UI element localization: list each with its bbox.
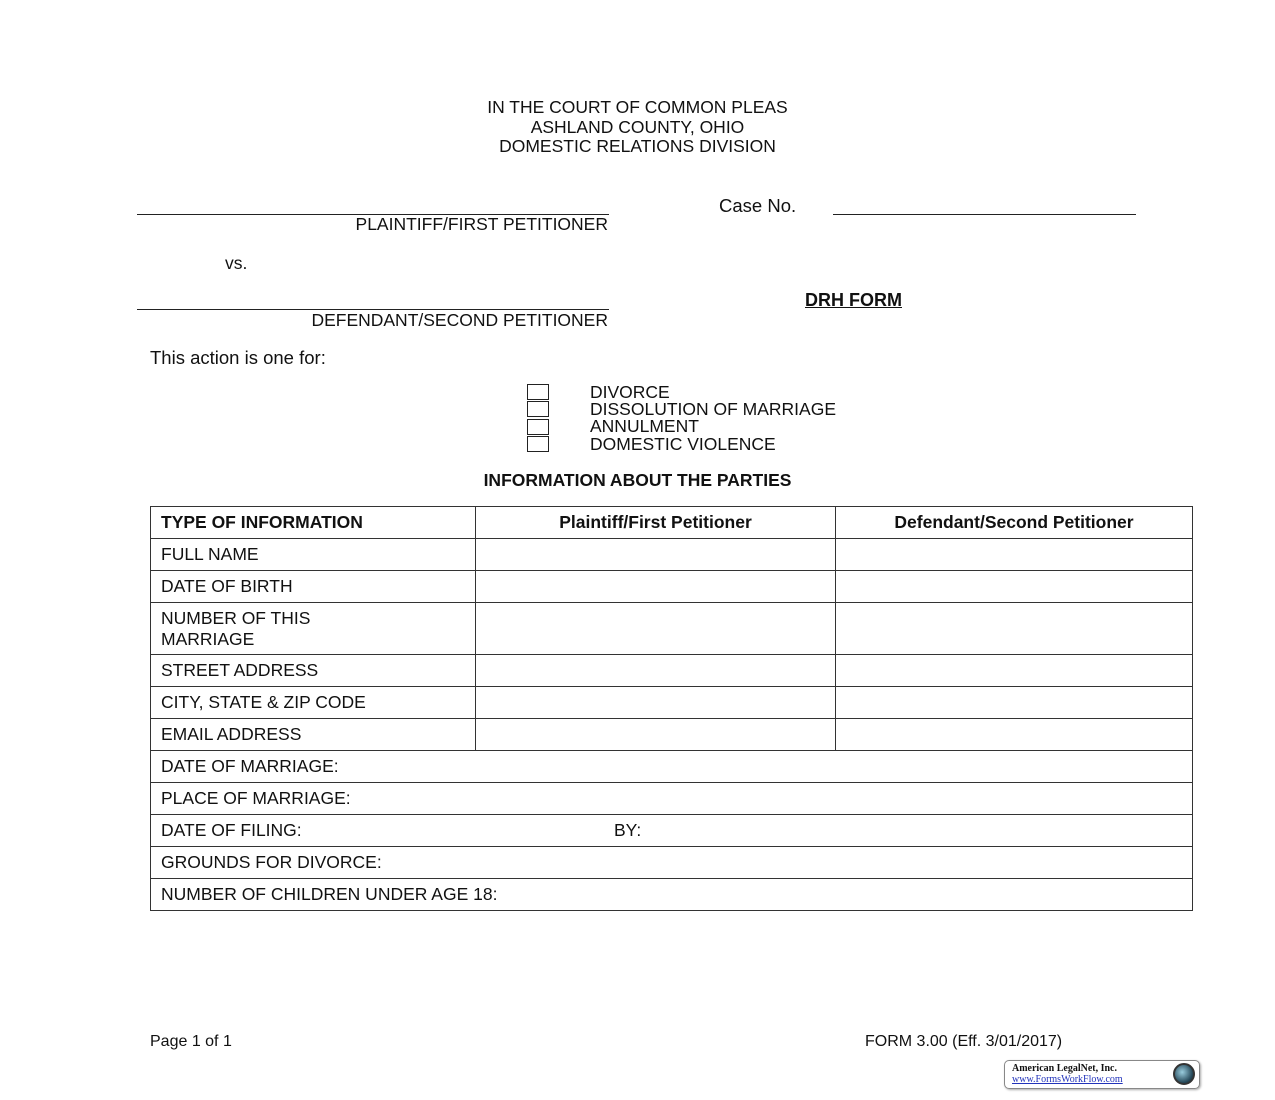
defendant-cell[interactable] [836,571,1193,603]
checkbox-annulment[interactable] [527,419,549,435]
table-row [151,571,1193,603]
form-title: DRH FORM [805,290,902,310]
option-domestic-violence: DOMESTIC VIOLENCE [590,434,776,454]
table-row [151,655,1193,687]
filing-by-label: BY: [614,820,642,840]
row-label: FULL NAME [151,539,476,571]
option-divorce: DIVORCE [590,382,670,402]
header-plaintiff: Plaintiff/First Petitioner [476,507,836,539]
plaintiff-cell[interactable] [476,655,836,687]
logo-url[interactable]: www.FormsWorkFlow.com [1012,1074,1123,1085]
header-defendant: Defendant/Second Petitioner [836,507,1193,539]
checkbox-divorce[interactable] [527,384,549,400]
place-of-marriage-field[interactable]: PLACE OF MARRIAGE: [151,783,1193,815]
date-of-filing-field[interactable] [151,815,1193,847]
court-header [0,98,1275,157]
row-label: CITY, STATE & ZIP CODE [151,687,476,719]
table-row [151,847,1193,879]
defendant-cell[interactable] [836,539,1193,571]
table-header-row [151,507,1193,539]
table-row [151,687,1193,719]
checkbox-dissolution[interactable] [527,401,549,417]
division: DOMESTIC RELATIONS DIVISION [499,136,776,156]
case-no-line[interactable] [833,214,1136,215]
table-row [151,879,1193,911]
date-of-filing-label: DATE OF FILING: [161,820,302,840]
row-label: EMAIL ADDRESS [151,719,476,751]
page-number: Page 1 of 1 [150,1033,232,1050]
table-row [151,719,1193,751]
american-legalnet-logo[interactable] [1004,1060,1200,1089]
defendant-cell[interactable] [836,603,1193,655]
court-name: IN THE COURT OF COMMON PLEAS [487,97,788,117]
county: ASHLAND COUNTY, OHIO [530,116,745,137]
checkbox-domestic-violence[interactable] [527,436,549,452]
form-number: FORM 3.00 (Eff. 3/01/2017) [865,1033,1063,1050]
plaintiff-cell[interactable] [476,687,836,719]
action-intro: This action is one for: [150,347,326,368]
option-annulment: ANNULMENT [590,416,699,436]
row-label: NUMBER OF THIS MARRIAGE [151,603,476,655]
grounds-field[interactable]: GROUNDS FOR DIVORCE: [151,847,1193,879]
parties-table [150,506,1193,911]
children-count-field[interactable]: NUMBER OF CHILDREN UNDER AGE 18: [151,879,1193,911]
defendant-label: DEFENDANT/SECOND PETITIONER [311,310,608,330]
section-title: INFORMATION ABOUT THE PARTIES [483,470,792,490]
header-type: TYPE OF INFORMATION [151,507,476,539]
defendant-cell[interactable] [836,655,1193,687]
table-row [151,751,1193,783]
plaintiff-cell[interactable] [476,719,836,751]
table-row [151,783,1193,815]
date-of-marriage-field[interactable]: DATE OF MARRIAGE: [151,751,1193,783]
logo-name: American LegalNet, Inc. [1012,1063,1117,1074]
globe-icon [1173,1063,1195,1085]
table-row [151,603,1193,655]
defendant-cell[interactable] [836,719,1193,751]
defendant-cell[interactable] [836,687,1193,719]
vs-text: vs. [225,253,248,273]
case-no-label: Case No. [719,195,797,216]
option-dissolution: DISSOLUTION OF MARRIAGE [590,399,836,419]
plaintiff-cell[interactable] [476,571,836,603]
table-row [151,815,1193,847]
plaintiff-label: PLAINTIFF/FIRST PETITIONER [355,214,608,234]
row-label: STREET ADDRESS [151,655,476,687]
plaintiff-cell[interactable] [476,603,836,655]
table-row [151,539,1193,571]
plaintiff-cell[interactable] [476,539,836,571]
row-label: DATE OF BIRTH [151,571,476,603]
